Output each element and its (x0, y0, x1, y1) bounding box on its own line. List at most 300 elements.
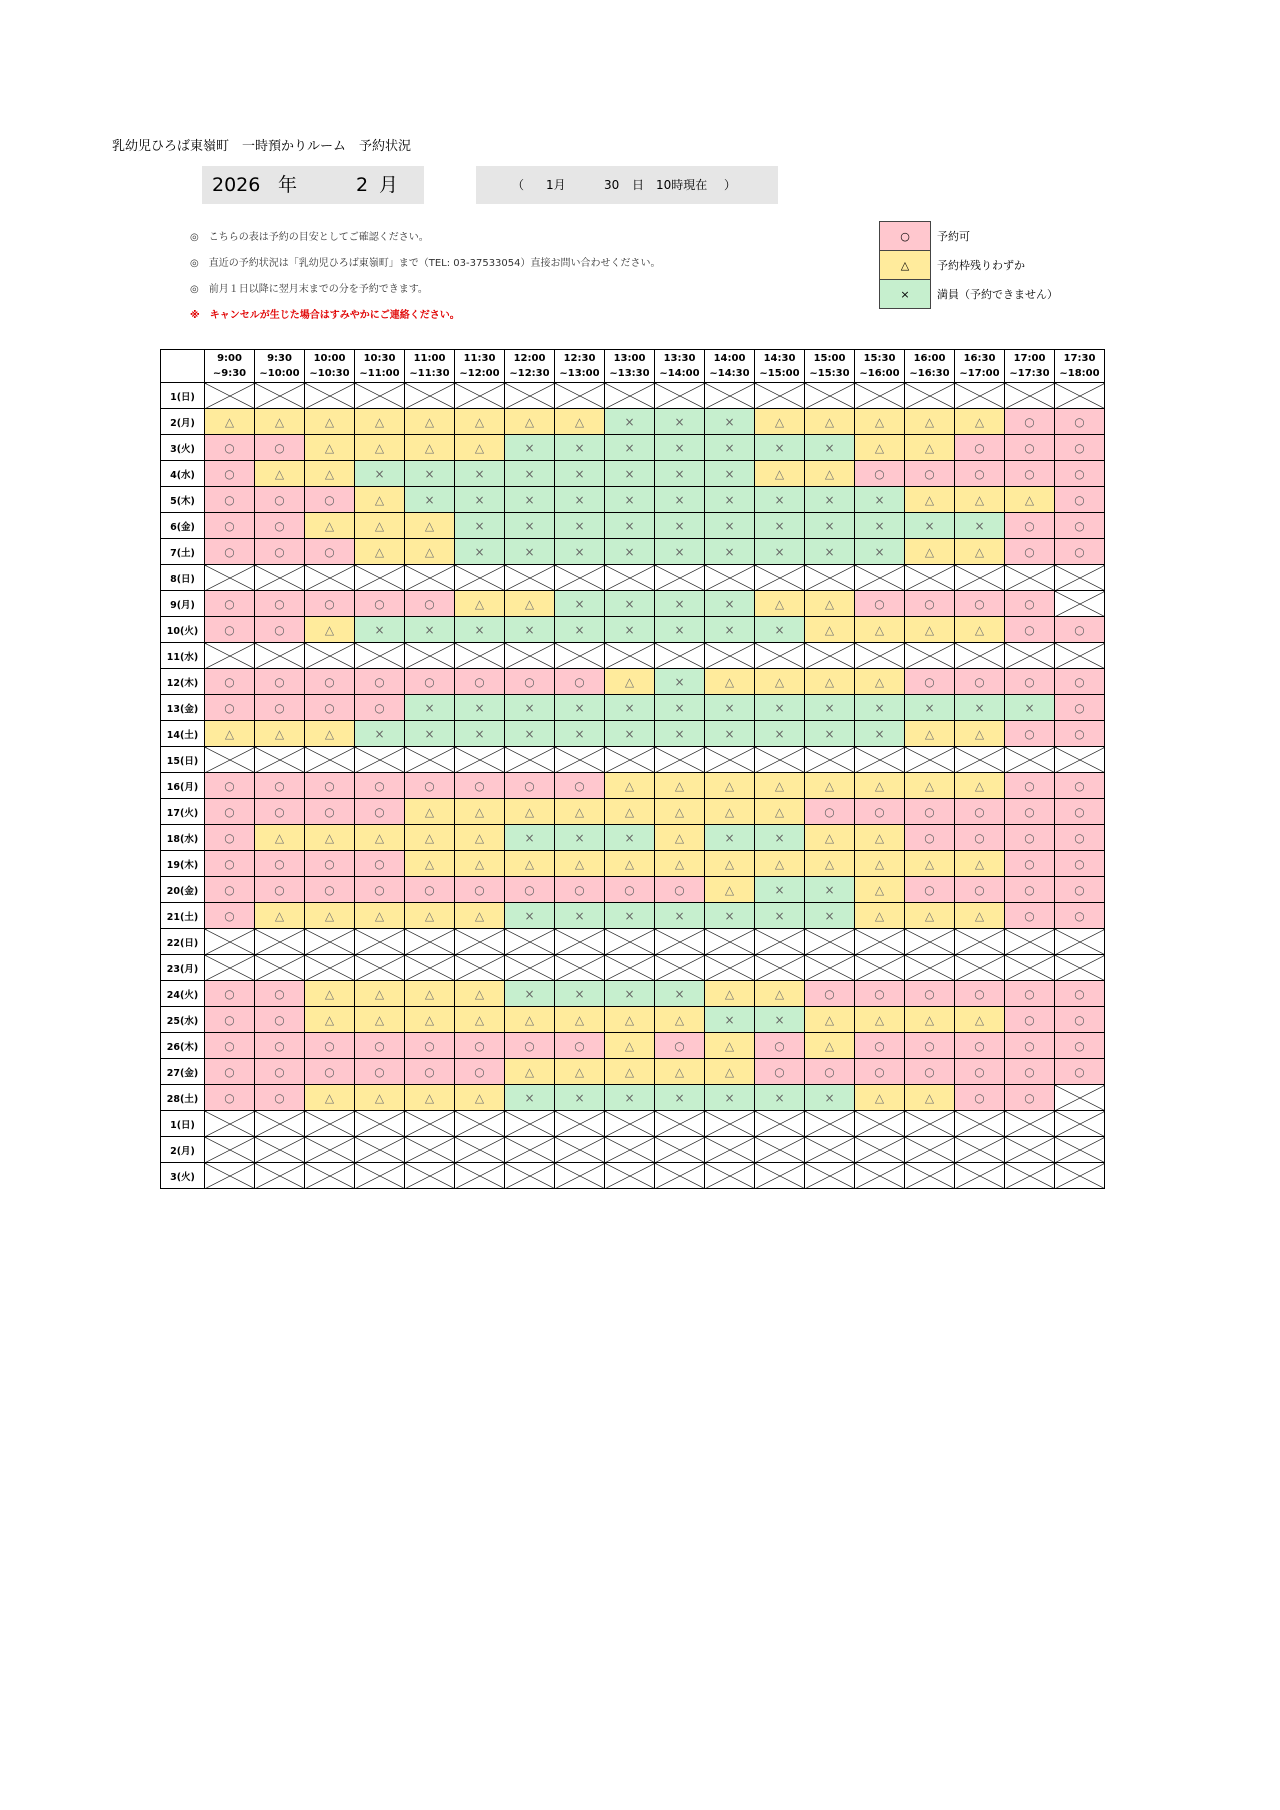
slot-cell: ○ (255, 851, 305, 877)
slot-cell: ○ (305, 487, 355, 513)
closed-cell (255, 1163, 305, 1189)
closed-cell (205, 929, 255, 955)
closed-cell (1055, 565, 1105, 591)
slot-cell: ○ (1005, 461, 1055, 487)
slot-cell: △ (405, 799, 455, 825)
slot-cell: × (455, 487, 505, 513)
closed-cell (455, 643, 505, 669)
legend (879, 221, 1060, 309)
slot-cell: × (505, 435, 555, 461)
slot-cell: ○ (1005, 1085, 1055, 1111)
slot-cell: △ (655, 1007, 705, 1033)
slot-cell: × (705, 695, 755, 721)
closed-cell (755, 383, 805, 409)
note-3: ◎ 前月１日以降に翌月末までの分を予約できます。 (190, 284, 428, 295)
day-label: 5(木) (161, 487, 205, 513)
table-row (161, 747, 1105, 773)
slot-cell: × (755, 487, 805, 513)
slot-cell: ○ (905, 825, 955, 851)
slot-cell: △ (355, 513, 405, 539)
legend-label: 予約枠残りわずか (937, 259, 1025, 272)
slot-cell: × (705, 591, 755, 617)
slot-cell: × (655, 669, 705, 695)
slot-cell: ○ (1005, 617, 1055, 643)
slot-cell: ○ (1055, 695, 1105, 721)
slot-cell: △ (405, 409, 455, 435)
closed-cell (355, 1163, 405, 1189)
slot-cell: △ (455, 1085, 505, 1111)
slot-cell: × (555, 721, 605, 747)
slot-cell: △ (405, 513, 455, 539)
closed-cell (555, 1137, 605, 1163)
closed-cell (755, 643, 805, 669)
slot-cell: ○ (955, 669, 1005, 695)
slot-cell: △ (655, 1059, 705, 1085)
time-slot-header (305, 350, 355, 383)
slot-cell: △ (355, 981, 405, 1007)
slot-cell: △ (305, 435, 355, 461)
closed-cell (255, 383, 305, 409)
day-label: 24(火) (161, 981, 205, 1007)
legend-symbol: × (880, 280, 931, 309)
slot-cell: × (805, 877, 855, 903)
slot-cell: ○ (505, 773, 555, 799)
time-slot-header (555, 350, 605, 383)
closed-cell (1005, 1163, 1055, 1189)
table-row (161, 981, 1105, 1007)
slot-cell: △ (355, 539, 405, 565)
slot-cell: ○ (1055, 617, 1105, 643)
closed-cell (1005, 383, 1055, 409)
slot-cell: ○ (205, 799, 255, 825)
slot-cell: ○ (905, 981, 955, 1007)
time-slot-header (905, 350, 955, 383)
slot-cell: × (605, 695, 655, 721)
slot-cell: △ (605, 799, 655, 825)
slot-cell: ○ (805, 1059, 855, 1085)
time-slot-header (355, 350, 405, 383)
slot-cell: △ (305, 1007, 355, 1033)
slot-cell: ○ (855, 799, 905, 825)
closed-cell (555, 747, 605, 773)
closed-cell (505, 955, 555, 981)
closed-cell (505, 383, 555, 409)
slot-cell: × (605, 981, 655, 1007)
closed-cell (605, 1111, 655, 1137)
reservation-table (160, 349, 1105, 1189)
slot-cell: × (805, 695, 855, 721)
slot-cell: × (955, 513, 1005, 539)
closed-cell (1005, 955, 1055, 981)
closed-cell (355, 565, 405, 591)
time-slot-start: 17:30 (1063, 353, 1096, 364)
slot-cell: × (455, 461, 505, 487)
time-header-row (161, 350, 1105, 383)
table-row (161, 773, 1105, 799)
time-slot-start: 13:00 (613, 353, 646, 364)
closed-cell (555, 383, 605, 409)
day-label: 17(火) (161, 799, 205, 825)
closed-cell (555, 643, 605, 669)
slot-cell: ○ (355, 773, 405, 799)
closed-cell (805, 747, 855, 773)
time-slot-end: ~17:30 (1009, 368, 1050, 379)
slot-cell: ○ (305, 539, 355, 565)
slot-cell: ○ (1055, 773, 1105, 799)
time-slot-end: ~17:00 (959, 368, 1000, 379)
day-label: 6(金) (161, 513, 205, 539)
table-row (161, 461, 1105, 487)
day-label: 3(火) (161, 1163, 205, 1189)
slot-cell: × (605, 461, 655, 487)
time-slot-header (805, 350, 855, 383)
slot-cell: ○ (305, 877, 355, 903)
time-slot-end: ~16:30 (909, 368, 950, 379)
closed-cell (405, 565, 455, 591)
closed-cell (755, 1163, 805, 1189)
slot-cell: × (555, 513, 605, 539)
slot-cell: △ (805, 851, 855, 877)
time-slot-end: ~16:00 (859, 368, 900, 379)
closed-cell (305, 747, 355, 773)
slot-cell: ○ (205, 487, 255, 513)
notes (190, 228, 661, 332)
closed-cell (855, 1137, 905, 1163)
closed-cell (205, 955, 255, 981)
legend-item-few-left (880, 251, 1060, 280)
time-slot-start: 17:00 (1013, 353, 1046, 364)
time-slot-end: ~10:00 (259, 368, 300, 379)
time-slot-header (455, 350, 505, 383)
table-row (161, 799, 1105, 825)
slot-cell: △ (605, 1007, 655, 1033)
closed-cell (205, 643, 255, 669)
slot-cell: × (405, 487, 455, 513)
slot-cell: ○ (355, 669, 405, 695)
closed-cell (255, 929, 305, 955)
slot-cell: ○ (1055, 825, 1105, 851)
time-slot-end: ~12:30 (509, 368, 550, 379)
slot-cell: ○ (255, 773, 305, 799)
closed-cell (1055, 1085, 1105, 1111)
slot-cell: △ (905, 487, 955, 513)
time-slot-start: 15:00 (813, 353, 846, 364)
closed-cell (355, 383, 405, 409)
closed-cell (805, 1111, 855, 1137)
slot-cell: × (605, 1085, 655, 1111)
slot-cell: △ (605, 669, 655, 695)
slot-cell: △ (1005, 487, 1055, 513)
day-label: 25(水) (161, 1007, 205, 1033)
day-label: 12(木) (161, 669, 205, 695)
closed-cell (355, 643, 405, 669)
time-slot-end: ~15:00 (759, 368, 800, 379)
slot-cell: △ (305, 1085, 355, 1111)
slot-cell: × (505, 903, 555, 929)
slot-cell: ○ (305, 1059, 355, 1085)
slot-cell: △ (355, 487, 405, 513)
time-slot-header (955, 350, 1005, 383)
closed-cell (605, 1137, 655, 1163)
time-slot-start: 14:30 (763, 353, 796, 364)
closed-cell (905, 1111, 955, 1137)
slot-cell: △ (905, 1085, 955, 1111)
slot-cell: △ (805, 773, 855, 799)
closed-cell (255, 1111, 305, 1137)
day-label: 19(木) (161, 851, 205, 877)
slot-cell: ○ (1055, 487, 1105, 513)
slot-cell: × (355, 721, 405, 747)
slot-cell: △ (855, 1085, 905, 1111)
slot-cell: × (755, 435, 805, 461)
slot-cell: × (355, 617, 405, 643)
day-label: 2(月) (161, 1137, 205, 1163)
slot-cell: ○ (855, 1059, 905, 1085)
month-label: 月 (379, 174, 399, 196)
slot-cell: ○ (355, 1059, 405, 1085)
slot-cell: × (755, 721, 805, 747)
slot-cell: × (605, 825, 655, 851)
closed-cell (205, 383, 255, 409)
table-row (161, 513, 1105, 539)
slot-cell: ○ (755, 1033, 805, 1059)
time-slot-start: 11:30 (463, 353, 496, 364)
closed-cell (1005, 1137, 1055, 1163)
closed-cell (655, 643, 705, 669)
slot-cell: ○ (1055, 877, 1105, 903)
slot-cell: ○ (1005, 539, 1055, 565)
closed-cell (955, 383, 1005, 409)
slot-cell: ○ (955, 1059, 1005, 1085)
as-of-day: 30 (604, 178, 620, 192)
closed-cell (805, 1137, 855, 1163)
time-slot-end: ~11:30 (409, 368, 450, 379)
slot-cell: × (555, 903, 605, 929)
slot-cell: △ (555, 799, 605, 825)
as-of-day-label: 日 (632, 178, 645, 192)
slot-cell: × (755, 903, 805, 929)
slot-cell: × (405, 721, 455, 747)
closed-cell (805, 565, 855, 591)
closed-cell (855, 1111, 905, 1137)
slot-cell: △ (355, 903, 405, 929)
slot-cell: ○ (905, 461, 955, 487)
slot-cell: △ (855, 825, 905, 851)
slot-cell: ○ (1005, 877, 1055, 903)
closed-cell (1055, 747, 1105, 773)
closed-cell (405, 1137, 455, 1163)
time-slot-header (1055, 350, 1105, 383)
as-of-open: （ (512, 178, 525, 192)
slot-cell: △ (305, 617, 355, 643)
slot-cell: ○ (1005, 981, 1055, 1007)
table-row (161, 643, 1105, 669)
time-slot-start: 15:30 (863, 353, 896, 364)
slot-cell: ○ (1005, 669, 1055, 695)
slot-cell: × (655, 435, 705, 461)
slot-cell: ○ (1055, 513, 1105, 539)
table-row (161, 1007, 1105, 1033)
slot-cell: ○ (1005, 435, 1055, 461)
as-of-close: ） (724, 178, 737, 192)
closed-cell (455, 955, 505, 981)
time-slot-header (705, 350, 755, 383)
slot-cell: △ (305, 461, 355, 487)
slot-cell: ○ (205, 1059, 255, 1085)
slot-cell: ○ (255, 435, 305, 461)
slot-cell: ○ (1055, 721, 1105, 747)
table-row (161, 1137, 1105, 1163)
closed-cell (355, 1111, 405, 1137)
closed-cell (805, 643, 855, 669)
slot-cell: × (655, 461, 705, 487)
slot-cell: × (705, 461, 755, 487)
day-label: 21(土) (161, 903, 205, 929)
slot-cell: △ (655, 851, 705, 877)
slot-cell: △ (555, 1059, 605, 1085)
slot-cell: ○ (1055, 669, 1105, 695)
closed-cell (855, 643, 905, 669)
slot-cell: × (555, 617, 605, 643)
slot-cell: × (405, 617, 455, 643)
slot-cell: × (705, 539, 755, 565)
slot-cell: △ (805, 669, 855, 695)
slot-cell: ○ (305, 695, 355, 721)
slot-cell: × (655, 591, 705, 617)
closed-cell (455, 929, 505, 955)
slot-cell: △ (505, 1007, 555, 1033)
closed-cell (655, 383, 705, 409)
slot-cell: △ (755, 799, 805, 825)
closed-cell (1005, 929, 1055, 955)
slot-cell: △ (405, 903, 455, 929)
time-slot-start: 14:00 (713, 353, 746, 364)
slot-cell: △ (455, 903, 505, 929)
closed-cell (255, 565, 305, 591)
slot-cell: × (505, 825, 555, 851)
slot-cell: ○ (255, 981, 305, 1007)
slot-cell: ○ (505, 669, 555, 695)
table-row (161, 1085, 1105, 1111)
day-label: 9(月) (161, 591, 205, 617)
slot-cell: ○ (1005, 1033, 1055, 1059)
slot-cell: △ (255, 409, 305, 435)
closed-cell (405, 747, 455, 773)
closed-cell (955, 1137, 1005, 1163)
slot-cell: ○ (205, 773, 255, 799)
slot-cell: △ (855, 877, 905, 903)
slot-cell: × (405, 461, 455, 487)
closed-cell (905, 929, 955, 955)
time-slot-start: 12:00 (513, 353, 546, 364)
slot-cell: ○ (955, 1033, 1005, 1059)
time-slot-start: 16:00 (913, 353, 946, 364)
closed-cell (405, 643, 455, 669)
slot-cell: △ (705, 669, 755, 695)
time-slot-end: ~14:30 (709, 368, 750, 379)
slot-cell: × (455, 617, 505, 643)
closed-cell (505, 929, 555, 955)
slot-cell: × (905, 695, 955, 721)
legend-label: 予約可 (937, 230, 970, 243)
slot-cell: △ (905, 435, 955, 461)
closed-cell (1055, 643, 1105, 669)
closed-cell (655, 929, 705, 955)
slot-cell: ○ (555, 773, 605, 799)
slot-cell: ○ (1055, 1033, 1105, 1059)
day-label: 3(火) (161, 435, 205, 461)
year-value: 2026 (212, 174, 261, 196)
time-slot-end: ~13:00 (559, 368, 600, 379)
closed-cell (605, 1163, 655, 1189)
slot-cell: ○ (255, 1085, 305, 1111)
table-row (161, 591, 1105, 617)
closed-cell (355, 955, 405, 981)
slot-cell: ○ (555, 877, 605, 903)
slot-cell: ○ (555, 669, 605, 695)
closed-cell (305, 955, 355, 981)
closed-cell (605, 383, 655, 409)
slot-cell: △ (955, 721, 1005, 747)
slot-cell: ○ (805, 799, 855, 825)
slot-cell: △ (755, 981, 805, 1007)
slot-cell: ○ (1005, 591, 1055, 617)
slot-cell: × (505, 617, 555, 643)
closed-cell (1055, 1111, 1105, 1137)
slot-cell: ○ (405, 877, 455, 903)
closed-cell (955, 747, 1005, 773)
closed-cell (405, 1111, 455, 1137)
slot-cell: ○ (355, 799, 405, 825)
closed-cell (905, 955, 955, 981)
legend-symbol: ○ (880, 222, 931, 251)
closed-cell (605, 643, 655, 669)
closed-cell (305, 1163, 355, 1189)
slot-cell: ○ (1005, 1059, 1055, 1085)
slot-cell: × (655, 903, 705, 929)
slot-cell: △ (355, 1007, 405, 1033)
time-slot-start: 12:30 (563, 353, 596, 364)
slot-cell: ○ (205, 617, 255, 643)
slot-cell: ○ (255, 669, 305, 695)
slot-cell: △ (655, 773, 705, 799)
closed-cell (955, 565, 1005, 591)
slot-cell: △ (455, 825, 505, 851)
slot-cell: × (655, 409, 705, 435)
slot-cell: ○ (255, 695, 305, 721)
table-row (161, 617, 1105, 643)
slot-cell: × (455, 721, 505, 747)
closed-cell (505, 1163, 555, 1189)
slot-cell: ○ (955, 461, 1005, 487)
table-row (161, 877, 1105, 903)
closed-cell (955, 955, 1005, 981)
time-slot-header (255, 350, 305, 383)
slot-cell: △ (555, 851, 605, 877)
slot-cell: ○ (305, 851, 355, 877)
slot-cell: ○ (655, 1033, 705, 1059)
closed-cell (655, 1163, 705, 1189)
time-slot-end: ~18:00 (1059, 368, 1100, 379)
slot-cell: △ (705, 851, 755, 877)
slot-cell: ○ (905, 799, 955, 825)
closed-cell (205, 747, 255, 773)
slot-cell: △ (605, 1059, 655, 1085)
closed-cell (455, 565, 505, 591)
slot-cell: ○ (355, 591, 405, 617)
slot-cell: ○ (1005, 1007, 1055, 1033)
closed-cell (705, 1111, 755, 1137)
